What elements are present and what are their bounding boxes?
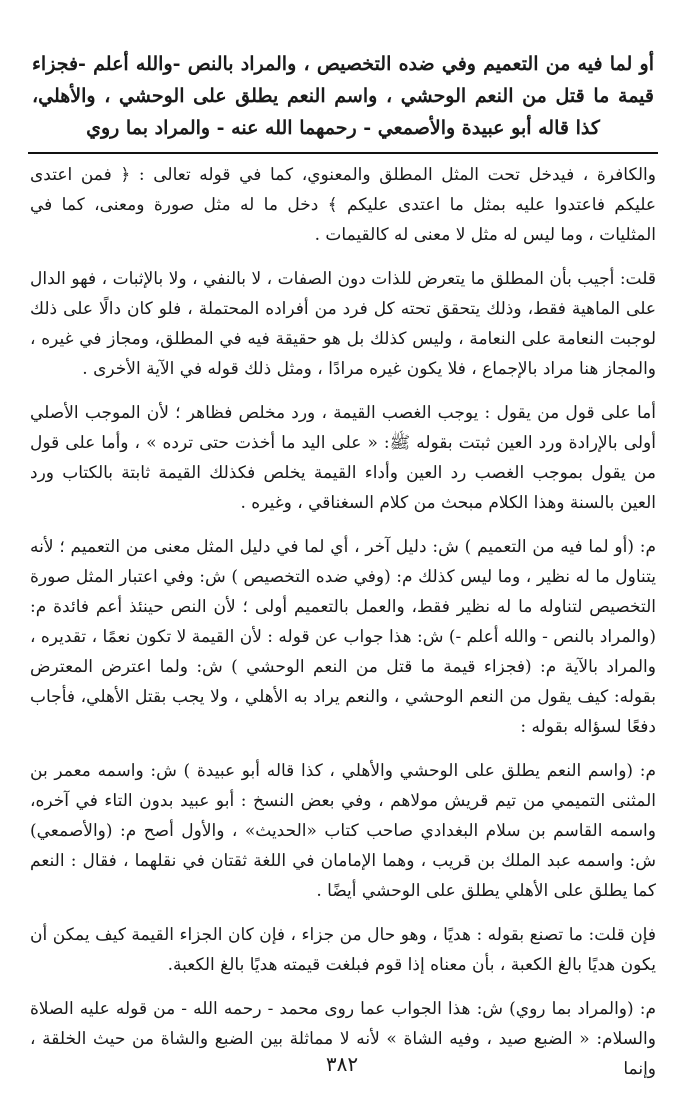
matn-header [28,48,658,144]
commentary-paragraph-6: فإن قلت: ما تصنع بقوله : هديًا ، وهو حال من جزاء ، فإن كان الجزاء القيمة كيف يمكن أن يكون هديًا بالغ الكعبة ، بأن معناه إذا قوم فبلغت قيمته هديًا بالغ الكعبة. [30,925,656,975]
header-divider [28,152,658,154]
commentary-paragraph-2: قلت: أجيب بأن المطلق ما يتعرض للذات دون الصفات ، لا بالنفي ، ولا بالإثبات ، فهو الدال على الماهية فقط، وذلك يتحقق تحته كل فرد من أفراده المحتملة ، فلو كان دالًا على ذلك لوجبت النعامة على النعامة ، وليس كذلك بل هو حقيقة فيه في المطلق، ومجاز في غيره ، والمجاز هنا مراد بالإجماع ، فلا يكون غيره مرادًا ، ومثل ذلك قوله في الآية الأخرى . [30,269,656,379]
commentary-paragraph-3: أما على قول من يقول : يوجب الغصب القيمة ، ورد مخلص فظاهر ؛ لأن الموجب الأصلي أولى بالإرادة ورد العين ثبتت بقوله ﷺ: « على اليد ما أخذت حتى ترده » ، وأما على قول من يقول بموجب الغصب رد العين وأداء القيمة يخلص فكذلك القيمة ثابتة بالكتاب ورد العين بالسنة وهذا الكلام مبحث من كلام السغناقي ، وغيره . [30,403,656,513]
commentary-paragraph-4: م: (أو لما فيه من التعميم ) ش: دليل آخر ، أي لما في دليل المثل معنى من التعميم ؛ لأنه يتناول ما له نظير ، وما ليس كذلك م: (وفي ضده التخصيص ) ش: وفي اعتبار المثل صورة التخصيص لتناوله ما له نظير فقط، والعمل بالتعميم أولى ؛ لأن النص حينئذ أعم فائدة م: (والمراد بالنص - والله أعلم -) ش: هذا جواب عن قوله : لأن القيمة لا تكون نعمًا ، تقديره ، والمراد بالآية م: (فجزاء قيمة ما قتل من النعم الوحشي ) ش: ولما اعترض المعترض بقوله: كيف يقول من النعم الوحشي ، والنعم يراد به الأهلي ، ولا يجب بقتل الأهلي، فأجاب دفعًا لسؤاله بقوله : [30,537,656,737]
matn-text: أو لما فيه من التعميم وفي ضده التخصيص ، والمراد بالنص -والله أعلم -فجزاء قيمة ما قتل من النعم الوحشي ، واسم النعم يطلق على الوحشي ، والأهلي، كذا قاله أبو عبيدة والأصمعي - رحمهما الله عنه - والمراد بما روي [32,53,654,139]
commentary-paragraph-1: والكافرة ، فيدخل تحت المثل المطلق والمعنوي، كما في قوله تعالى : ﴿ فمن اعتدى عليكم فاعتدوا عليه بمثل ما اعتدى عليكم ﴾ دخل ما له مثل صورة ومعنى، كما في المثليات ، وما ليس له مثل لا معنى له كالقيمات . [30,165,656,245]
page-number: ٣٨٢ [325,1052,359,1076]
commentary-paragraph-5: م: (واسم النعم يطلق على الوحشي والأهلي ، كذا قاله أبو عبيدة ) ش: واسمه معمر بن المثنى التميمي من تيم قريش مولاهم ، وفي بعض النسخ : أبو عبيد بدون التاء في آخره، واسمه القاسم بن سلام البغدادي صاحب كتاب «الحديث» ، والأول أصح م: (والأصمعي) ش: واسمه عبد الملك بن قريب ، وهما الإمامان في اللغة ثقتان في نقلهما ، فقال : النعم كما يطلق على الأهلي يطلق على الوحشي أيضًا . [30,761,656,901]
page-body [28,48,658,1098]
commentary-paragraph-7: م: (والمراد بما روي) ش: هذا الجواب عما روى محمد - رحمه الله - من قوله عليه الصلاة والسلام: « الضبع صيد ، وفيه الشاة » لأنه لا مماثلة بين الضبع والشاة من حيث الخلقة ، وإنما [30,999,656,1079]
